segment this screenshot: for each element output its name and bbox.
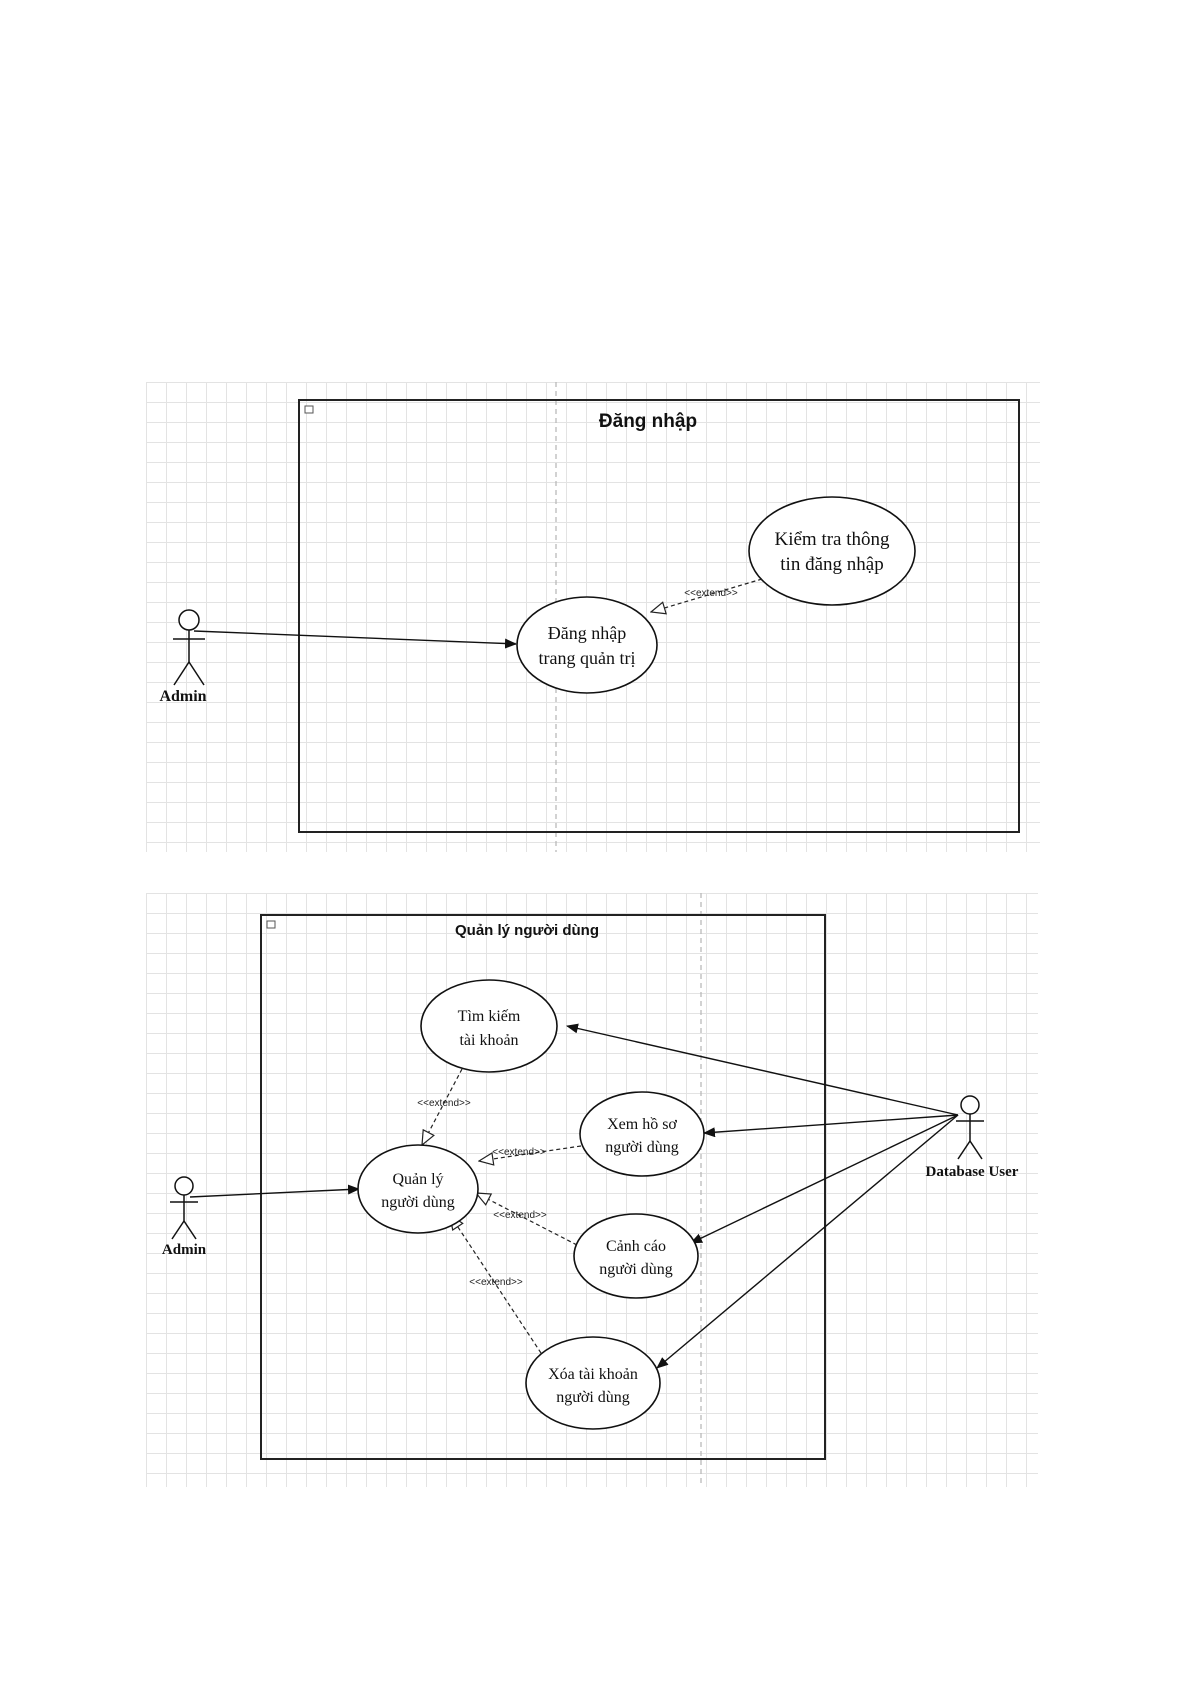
collapse-icon[interactable] [267,921,275,928]
admin-actor-icon[interactable] [173,610,205,685]
extend-label-delete: <<extend>> [469,1277,523,1288]
usecase-view-line2: người dùng [605,1139,679,1156]
usecase-check-line2: tin đăng nhập [780,554,884,575]
usecase-view-line1: Xem hồ sơ [607,1116,677,1133]
admin-login-association [194,631,516,644]
usecase-search-account[interactable] [421,980,557,1072]
login-usecase-diagram [146,382,1040,852]
usecase-manage-line1: Quản lý [392,1171,444,1188]
usecase-login-admin[interactable] [517,597,657,693]
usecase-login-line2: trang quản trị [538,648,636,668]
extend-label: <<extend>> [684,588,738,599]
usecase-delete-line1: Xóa tài khoản [548,1366,638,1383]
login-diagram-canvas [146,382,1040,852]
usecase-delete-account[interactable] [526,1337,660,1429]
admin-manage-association [190,1189,359,1197]
usecase-delete-line2: người dùng [556,1389,630,1406]
system-title: Quản lý người dùng [454,922,600,939]
dbuser-view-association [704,1115,958,1133]
admin-actor-icon[interactable] [170,1177,198,1239]
user-management-usecase-diagram [146,893,1038,1487]
usecase-warn-line2: người dùng [599,1261,673,1278]
collapse-icon[interactable] [305,406,313,413]
extend-label-view: <<extend>> [492,1147,546,1158]
usecase-check-login-info[interactable] [749,497,915,605]
admin-actor-label: Admin [161,1242,207,1258]
usecase-check-line1: Kiểm tra thông [774,529,890,550]
usecase-search-line2: tài khoản [459,1032,519,1049]
usecase-search-line1: Tìm kiếm [457,1008,521,1025]
dbuser-delete-association [657,1115,958,1368]
system-boundary [299,400,1019,832]
usecase-login-line1: Đăng nhập [547,623,627,643]
usecase-warn-line1: Cảnh cáo [606,1238,666,1255]
usecase-manage-users[interactable] [358,1145,478,1233]
database-user-actor-icon[interactable] [956,1096,984,1159]
database-user-actor-label: Database User [925,1164,1019,1180]
usecase-warn-user[interactable] [574,1214,698,1298]
usecase-view-profile[interactable] [580,1092,704,1176]
extend-label-search: <<extend>> [417,1098,471,1109]
usecase-manage-line2: người dùng [381,1194,455,1211]
extend-label-warn: <<extend>> [493,1210,547,1221]
admin-actor-label: Admin [159,688,207,705]
system-title: Đăng nhập [598,411,698,432]
user-management-canvas [146,893,1038,1487]
